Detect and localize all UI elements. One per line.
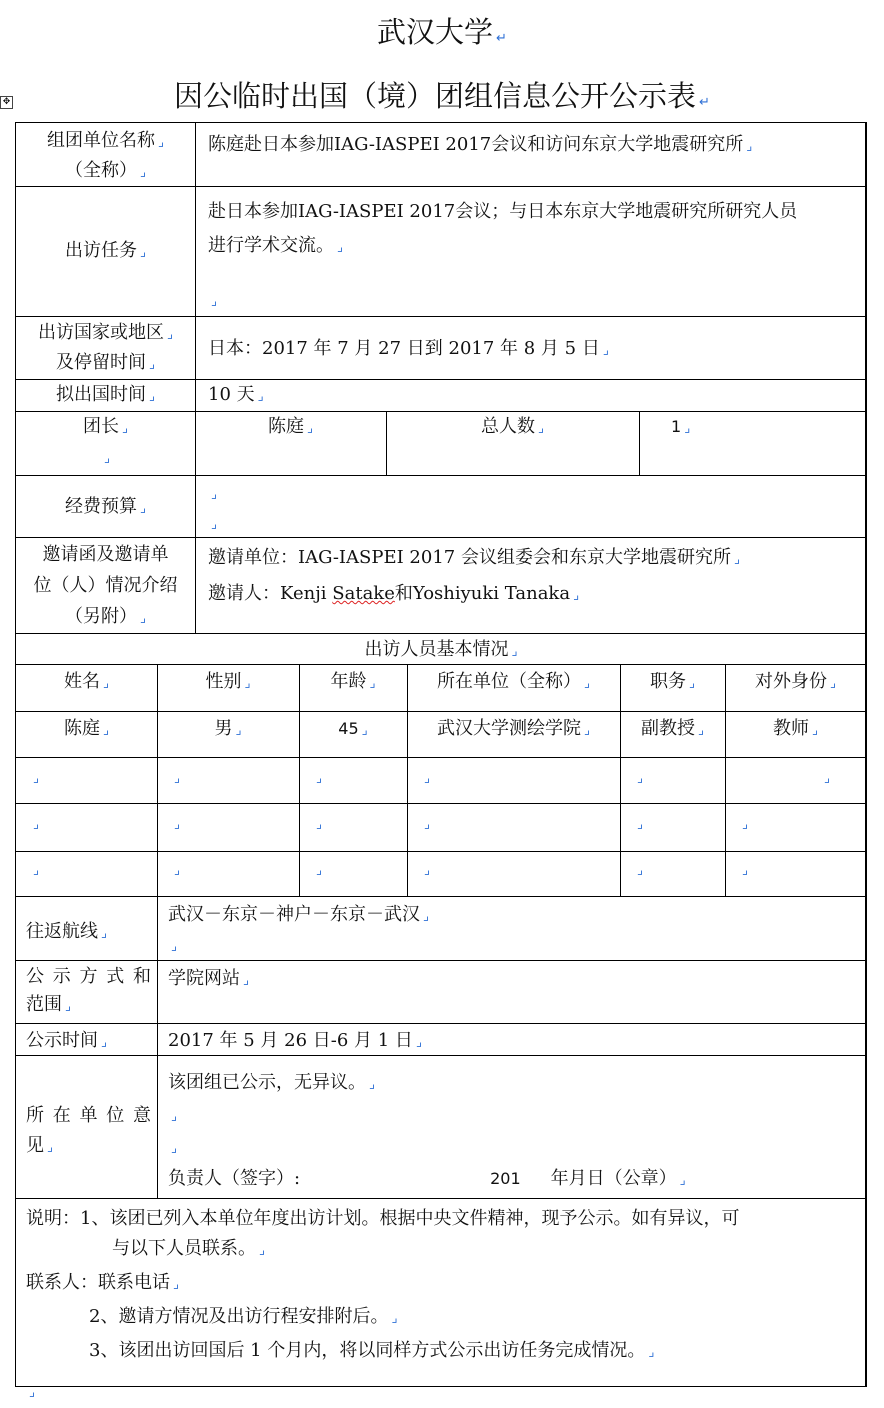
empty-mark: ⌟	[424, 817, 431, 832]
form-title: 因公临时出国（境）团组信息公开公示表 ↵	[174, 79, 710, 113]
empty-mark: ⌟	[316, 771, 323, 786]
info-table	[15, 122, 867, 1400]
empty-mark: ⌟	[424, 771, 431, 786]
budget-label: 经费预算 ⌟	[64, 496, 147, 517]
empty-mark: ⌟	[824, 771, 831, 786]
member-unit: 武汉大学测绘学院 ⌟	[436, 718, 591, 739]
empty-mark: ⌟	[316, 817, 323, 832]
publicity-value: 学院网站 ⌟	[168, 968, 250, 989]
country-label: 出访国家或地区 ⌟ 及停留时间 ⌟	[37, 322, 174, 373]
org-name-label: 组团单位名称 ⌟ （全称） ⌟	[46, 130, 165, 181]
empty-mark: ⌟	[174, 817, 181, 832]
notes-section: 说明：1、该团已列入本单位年度出访计划。根据中央文件精神，现予公示。如有异议，可 与以下人员联系。 ⌟ 联系人：联系电话 ⌟ 2、邀请方情况及出访行程安排附后。 ⌟ 3、该团出访回国后 1 个月内，将以同样方式公示出访任务完成情况。 ⌟ ⌟	[26, 1204, 861, 1408]
invitation-label: 邀请函及邀请单 位（人）情况介绍 （另附） ⌟	[33, 544, 178, 627]
members-section-title: 出访人员基本情况 ⌟	[364, 639, 518, 660]
leader-value: 陈庭 ⌟	[267, 416, 314, 437]
empty-mark: ⌟	[637, 863, 644, 878]
header-identity: 对外身份 ⌟	[754, 671, 837, 692]
budget-value: ⌟ ⌟	[211, 487, 218, 532]
empty-mark: ⌟	[637, 771, 644, 786]
header-gender: 性别 ⌟	[205, 671, 251, 692]
empty-mark: ⌟	[742, 863, 749, 878]
task-value: 赴日本参加IAG-IASPEI 2017会议；与日本东京大学地震研究所研究人员 进行学术交流。 ⌟	[208, 201, 798, 256]
spellcheck-underline: Satake	[332, 583, 395, 604]
header-age: 年龄 ⌟	[330, 671, 376, 692]
university-title: 武汉大学 ↵	[377, 15, 507, 49]
paragraph-mark-icon: ↵	[699, 95, 710, 110]
header-name: 姓名 ⌟	[63, 671, 110, 692]
note-1-continued: 与以下人员联系。 ⌟	[112, 1238, 266, 1259]
empty-mark: ⌟	[174, 771, 181, 786]
duration-label: 拟出国时间 ⌟	[55, 384, 156, 405]
empty-mark: ⌟	[742, 817, 749, 832]
empty-mark: ⌟	[316, 863, 323, 878]
route-value: 武汉－东京－神户－东京－武汉 ⌟ ⌟	[168, 904, 430, 954]
empty-mark: ⌟	[637, 817, 644, 832]
note-1: 说明：1、该团已列入本单位年度出访计划。根据中央文件精神，现予公示。如有异议，可	[26, 1208, 740, 1229]
country-value: 日本：2017 年 7 月 27 日到 2017 年 8 月 5 日 ⌟	[208, 338, 609, 359]
note-2: 2、邀请方情况及出访行程安排附后。 ⌟	[89, 1306, 398, 1327]
header-unit: 所在单位（全称） ⌟	[436, 671, 591, 692]
empty-mark: ⌟	[33, 863, 40, 878]
member-gender: 男 ⌟	[214, 718, 242, 739]
opinion-value: 该团组已公示，无异议。 ⌟ ⌟ ⌟ 负责人（签字）: 201 年月日（公章） ⌟	[168, 1072, 686, 1189]
empty-mark: ⌟	[424, 863, 431, 878]
publicity-time-label: 公示时间 ⌟	[26, 1030, 108, 1051]
task-label: 出访任务 ⌟	[64, 240, 147, 261]
org-name-value: 陈庭赴日本参加IAG-IASPEI 2017会议和访问东京大学地震研究所 ⌟	[208, 134, 753, 155]
total-label: 总人数 ⌟	[480, 416, 545, 437]
empty-mark: ⌟	[33, 817, 40, 832]
empty-mark: ⌟	[174, 863, 181, 878]
publicity-label: 公示方式和 范围 ⌟	[26, 966, 151, 1015]
leader-label: 团长 ⌟ ⌟	[82, 416, 129, 466]
note-3: 3、该团出访回国后 1 个月内，将以同样方式公示出访任务完成情况。 ⌟	[89, 1340, 655, 1361]
header-position: 职务 ⌟	[649, 671, 696, 692]
opinion-label: 所在单位意 见 ⌟	[26, 1105, 151, 1156]
invitation-value: 邀请单位：IAG-IASPEI 2017 会议组委会和东京大学地震研究所 ⌟ 邀请人：Kenji Satake和Yoshiyuki Tanaka ⌟	[208, 547, 741, 604]
table-move-handle-icon[interactable]: ✥	[0, 96, 13, 109]
member-position: 副教授 ⌟	[640, 718, 705, 739]
empty-mark: ⌟	[33, 771, 40, 786]
paragraph-mark-icon: ↵	[496, 31, 507, 46]
route-label: 往返航线 ⌟	[26, 921, 108, 942]
member-age: 45 ⌟	[338, 719, 368, 738]
publicity-time-value: 2017 年 5 月 26 日-6 月 1 日 ⌟	[168, 1030, 423, 1051]
total-value: 1 ⌟	[671, 417, 691, 436]
duration-value: 10 天 ⌟	[208, 384, 264, 405]
member-identity: 教师 ⌟	[772, 718, 819, 739]
empty-mark: ⌟	[211, 294, 218, 309]
member-name: 陈庭 ⌟	[63, 718, 110, 739]
contact-line: 联系人：联系电话 ⌟	[26, 1272, 180, 1293]
